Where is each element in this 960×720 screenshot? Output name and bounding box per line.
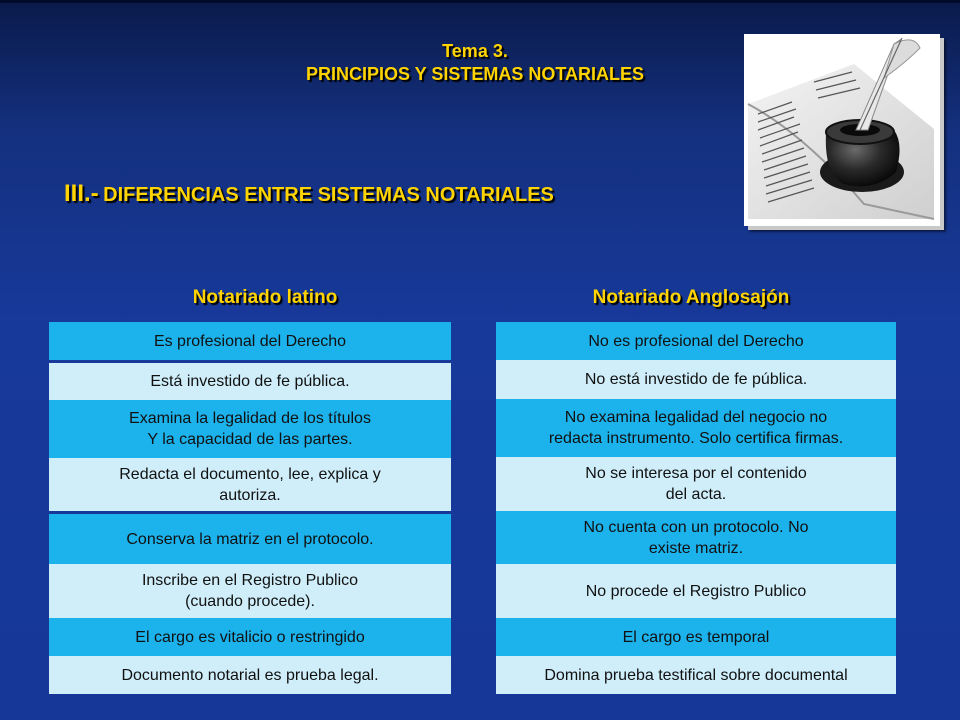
section-number: III.- [64, 180, 99, 207]
row-5-anglosajon: No cuenta con un protocolo. No existe matriz. [496, 511, 896, 564]
slide-title-block [230, 40, 720, 86]
top-border [0, 0, 960, 3]
row-4-latino: Redacta el documento, lee, explica y autoriza. [49, 458, 451, 511]
row-8-anglosajon: Domina prueba testifical sobre documental [496, 656, 896, 694]
row-2-anglosajon: No está investido de fe pública. [496, 360, 896, 399]
row-6-latino: Inscribe en el Registro Publico (cuando procede). [49, 564, 451, 618]
section-title: DIFERENCIAS ENTRE SISTEMAS NOTARIALES [103, 184, 554, 206]
row-7-anglosajon: El cargo es temporal [496, 618, 896, 656]
column-header-anglosajon: Notariado Anglosajón [592, 287, 790, 308]
quill-inkwell-illustration [744, 34, 940, 226]
quill-inkwell-image [744, 34, 940, 226]
row-5-latino: Conserva la matriz en el protocolo. [49, 514, 451, 564]
row-3-anglosajon: No examina legalidad del negocio no redacta instrumento. Solo certifica firmas. [496, 399, 896, 457]
row-4-anglosajon: No se interesa por el contenido del acta. [496, 457, 896, 511]
row-3-latino: Examina la legalidad de los títulos Y la capacidad de las partes. [49, 400, 451, 458]
row-1-anglosajon: No es profesional del Derecho [496, 322, 896, 360]
tema-label: Tema 3. [442, 41, 508, 61]
row-1-latino: Es profesional del Derecho [49, 322, 451, 360]
slide-title: PRINCIPIOS Y SISTEMAS NOTARIALES [305, 64, 645, 84]
column-header-latino: Notariado latino [192, 287, 338, 308]
row-6-anglosajon: No procede el Registro Publico [496, 564, 896, 618]
row-7-latino: El cargo es vitalicio o restringido [49, 618, 451, 656]
row-2-latino: Está investido de fe pública. [49, 363, 451, 400]
row-8-latino: Documento notarial es prueba legal. [49, 656, 451, 694]
section-heading [64, 180, 554, 208]
